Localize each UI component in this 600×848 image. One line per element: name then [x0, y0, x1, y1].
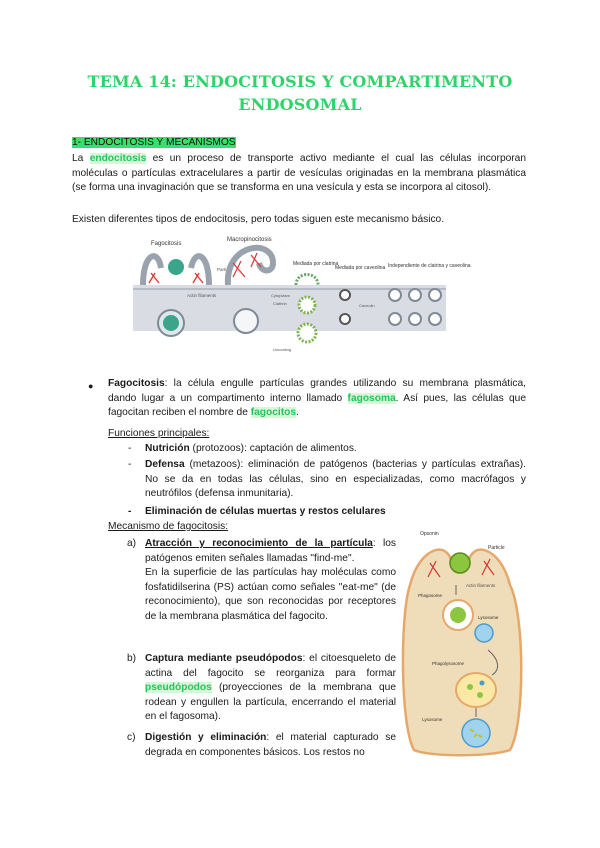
step-text: : el citoesqueleto de actina del fagocito se reorganiza para formar: [145, 653, 396, 679]
section-heading-text: 1- ENDOCITOSIS Y MECANISMOS: [72, 137, 236, 148]
title-line-2: ENDOSOMAL: [238, 95, 362, 114]
fagocitosis-term: Fagocitosis: [108, 378, 165, 389]
funcion-term: Nutrición: [145, 443, 190, 454]
fig1-label-caveolin-title: Mediada por caveolina: [335, 265, 386, 271]
step-letter: b): [127, 653, 137, 664]
funcion-text: (protozoos): captación de alimentos.: [189, 443, 357, 454]
dash-icon: -: [128, 459, 132, 470]
fig2-label-opsonin: Opsonin: [420, 531, 439, 537]
fig1-label-caveolin: Caveolin: [359, 303, 375, 308]
step-term: Digestión y eliminación: [145, 732, 267, 743]
fig2-label-particle: Particle: [488, 545, 505, 551]
page-title: [60, 70, 540, 116]
funcion-term: Defensa: [145, 459, 185, 470]
fig2-label-lysosome-1: Lysosome: [478, 615, 499, 620]
bullet-icon: ●: [88, 381, 94, 391]
fagocitosis-text-2: . Así pues, las células que fagocitan reciben el nombre de: [108, 392, 526, 419]
fagocitosis-text-1: : la célula engulle partículas grandes utilizando su membrana plasmática, dando lugar a un compartimento interno llamado: [108, 378, 526, 404]
fig1-label-uncoating: Uncoating: [273, 347, 292, 352]
fig1-label-fagocitosis: Fagocitosis: [151, 241, 182, 247]
fagocitosis-text-3: .: [296, 407, 299, 419]
step-a: [145, 537, 396, 625]
title-line-1: TEMA 14: ENDOCITOSIS Y COMPARTIMENTO: [87, 72, 513, 91]
fagocitos-term: fagocitos: [250, 407, 297, 419]
step-text: : los patógenos emiten señales llamadas "find-me".: [145, 538, 396, 564]
funciones-heading: Funciones principales:: [108, 428, 210, 439]
fagocitosis-paragraph: [108, 377, 526, 421]
fig1-label-macropinocitosis: Macropinocitosis: [227, 237, 272, 243]
fig1-label-particle: Particle: [217, 267, 233, 272]
funcion-term: Eliminación de células muertas y restos celulares: [145, 506, 386, 517]
dash-icon: -: [128, 443, 132, 454]
fig1-label-independent-title: Independiente de clatrina y caveolina: [388, 263, 471, 269]
phagocytosis-figure: [400, 525, 530, 757]
step-letter: c): [127, 732, 136, 743]
dash-icon: -: [128, 506, 132, 517]
step-letter: a): [127, 538, 137, 549]
endocytosis-figure: [133, 233, 471, 356]
fig1-label-clathrin-title: Mediada por clatrina: [293, 261, 339, 267]
intro-post: es un proceso de transporte activo mediante el cual las células incorporan moléculas o partículas extracelulares a partir de vesículas originadas en la membrana plasmática (se forma una invaginación que se transforma en una vesícula y esta se incorpora al citosol).: [72, 153, 526, 194]
endocitosis-term: endocitosis: [89, 153, 147, 164]
step-text: (proyecciones de la membrana que rodean y engullen la partícula, encerrando el material en el fagosoma).: [145, 682, 396, 723]
fig2-label-phagosome: Phagosome: [418, 593, 443, 598]
step-term: Captura mediante pseudópodos: [145, 653, 303, 664]
step-term: Atracción y reconocimiento de la partícula: [145, 538, 373, 549]
step-c: [145, 731, 396, 760]
funcion-item: [145, 442, 526, 457]
fig2-label-lysosome-2: Lysosome: [422, 717, 443, 722]
intro-paragraph-2: Existen diferentes tipos de endocitosis, pero todas siguen este mecanismo básico.: [72, 214, 445, 225]
step-extra: En la superficie de las partículas hay moléculas como fosfatidilserina (PS) actúan como señales "eat-me" (de reconocimiento), que son reconocidas por receptores de la membrana plasmática del fagocito.: [145, 567, 396, 622]
fig2-label-phagolysosome: Phagolysosome: [432, 661, 465, 666]
funcion-item: [145, 458, 526, 502]
step-text: : el material capturado se degrada en componentes básicos. Los restos no: [145, 732, 396, 758]
step-b: [145, 652, 396, 725]
pathogen-icon: [450, 553, 470, 573]
funcion-item: [145, 505, 526, 520]
fig1-label-cytoplasm: Cytoplasm: [271, 293, 290, 298]
intro-pre: La: [72, 153, 90, 164]
mecanismo-heading: Mecanismo de fagocitosis:: [108, 521, 229, 532]
funcion-text: (metazoos): eliminación de patógenos (bacterias y partículas extrañas). No se da en todas las células, sino en especializadas, como macrófagos y neutrófilos (defensa inmunitaria).: [145, 459, 526, 500]
fig2-label-actin: Actin filaments: [466, 583, 496, 588]
fig1-label-actin: Actin filaments: [187, 293, 217, 298]
fagosoma-term: fagosoma: [347, 392, 396, 404]
intro-paragraph: [72, 152, 526, 196]
particle-icon: [168, 259, 184, 275]
pseudopodos-term: pseudópodos: [145, 682, 212, 694]
fig1-label-clathrin: Clathrin: [273, 301, 287, 306]
section-heading: [72, 136, 236, 151]
